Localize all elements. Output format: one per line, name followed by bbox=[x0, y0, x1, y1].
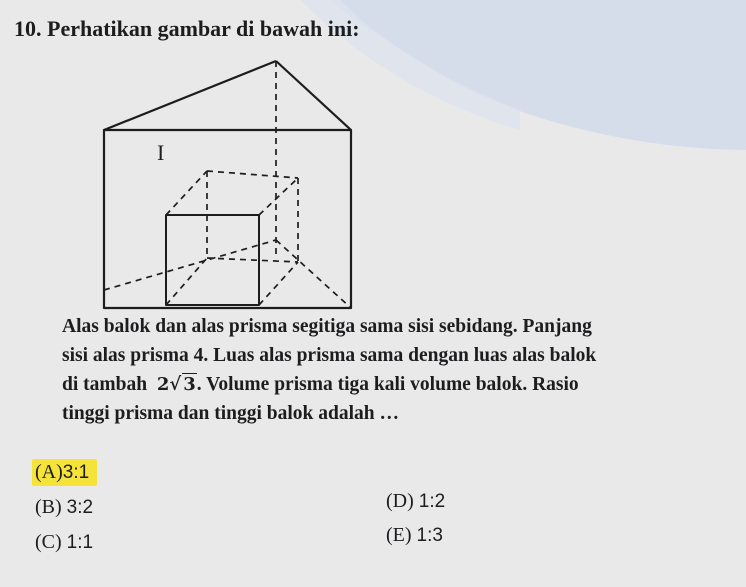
question-line-1: Alas balok dan alas prisma segitiga sama sisi sebidang. Panjang bbox=[62, 316, 592, 337]
cuboid-edge-bl bbox=[166, 258, 207, 305]
cuboid-back-bottom bbox=[207, 258, 298, 262]
cuboid-edge-tr bbox=[259, 178, 298, 215]
question-line-4: tinggi prisma dan tinggi balok adalah … bbox=[62, 403, 400, 424]
text-cursor-glyph: I bbox=[157, 140, 165, 165]
question-line-3-end: . Volume prisma tiga kali volume balok. Rasio bbox=[196, 374, 579, 395]
option-c-letter: (C) bbox=[35, 531, 62, 553]
cuboid-back-top bbox=[207, 171, 298, 178]
prism-roof-left bbox=[104, 61, 276, 130]
question-line-2: sisi alas prisma 4. Luas alas prisma sama dengan luas alas balok bbox=[62, 345, 597, 366]
option-e-letter: (E) bbox=[386, 524, 412, 546]
option-d-value: 1:2 bbox=[418, 491, 446, 512]
prism-hidden-base-right bbox=[276, 240, 351, 308]
option-b[interactable] bbox=[35, 496, 93, 519]
question-line-3-start: di tambah bbox=[62, 374, 148, 395]
formula-radicand: 3 bbox=[183, 374, 196, 395]
option-b-letter: (B) bbox=[35, 496, 62, 518]
cuboid-edge-br bbox=[259, 262, 298, 305]
formula-two-root-three: 2√ 3 bbox=[156, 374, 196, 395]
option-a-value: 3:1 bbox=[62, 462, 90, 483]
option-c-value: 1:1 bbox=[66, 532, 94, 553]
cuboid-edge-tl bbox=[166, 171, 207, 215]
option-e[interactable] bbox=[386, 524, 443, 547]
option-b-value: 3:2 bbox=[66, 497, 94, 518]
prism-hidden-base-left bbox=[104, 240, 276, 290]
option-a-letter: (A) bbox=[35, 461, 63, 483]
question-line-3 bbox=[62, 370, 718, 399]
formula-coefficient: 2 bbox=[156, 374, 170, 395]
option-a-highlight bbox=[32, 459, 97, 486]
prism-roof-right bbox=[276, 61, 351, 130]
option-e-value: 1:3 bbox=[416, 525, 443, 546]
option-d-letter: (D) bbox=[386, 490, 414, 512]
question-body bbox=[62, 312, 718, 428]
prism-front-face bbox=[104, 130, 351, 308]
question-title: 10. Perhatikan gambar di bawah ini: bbox=[14, 16, 360, 41]
option-a[interactable] bbox=[32, 461, 97, 484]
option-d[interactable] bbox=[386, 490, 445, 513]
option-c[interactable] bbox=[35, 531, 93, 554]
